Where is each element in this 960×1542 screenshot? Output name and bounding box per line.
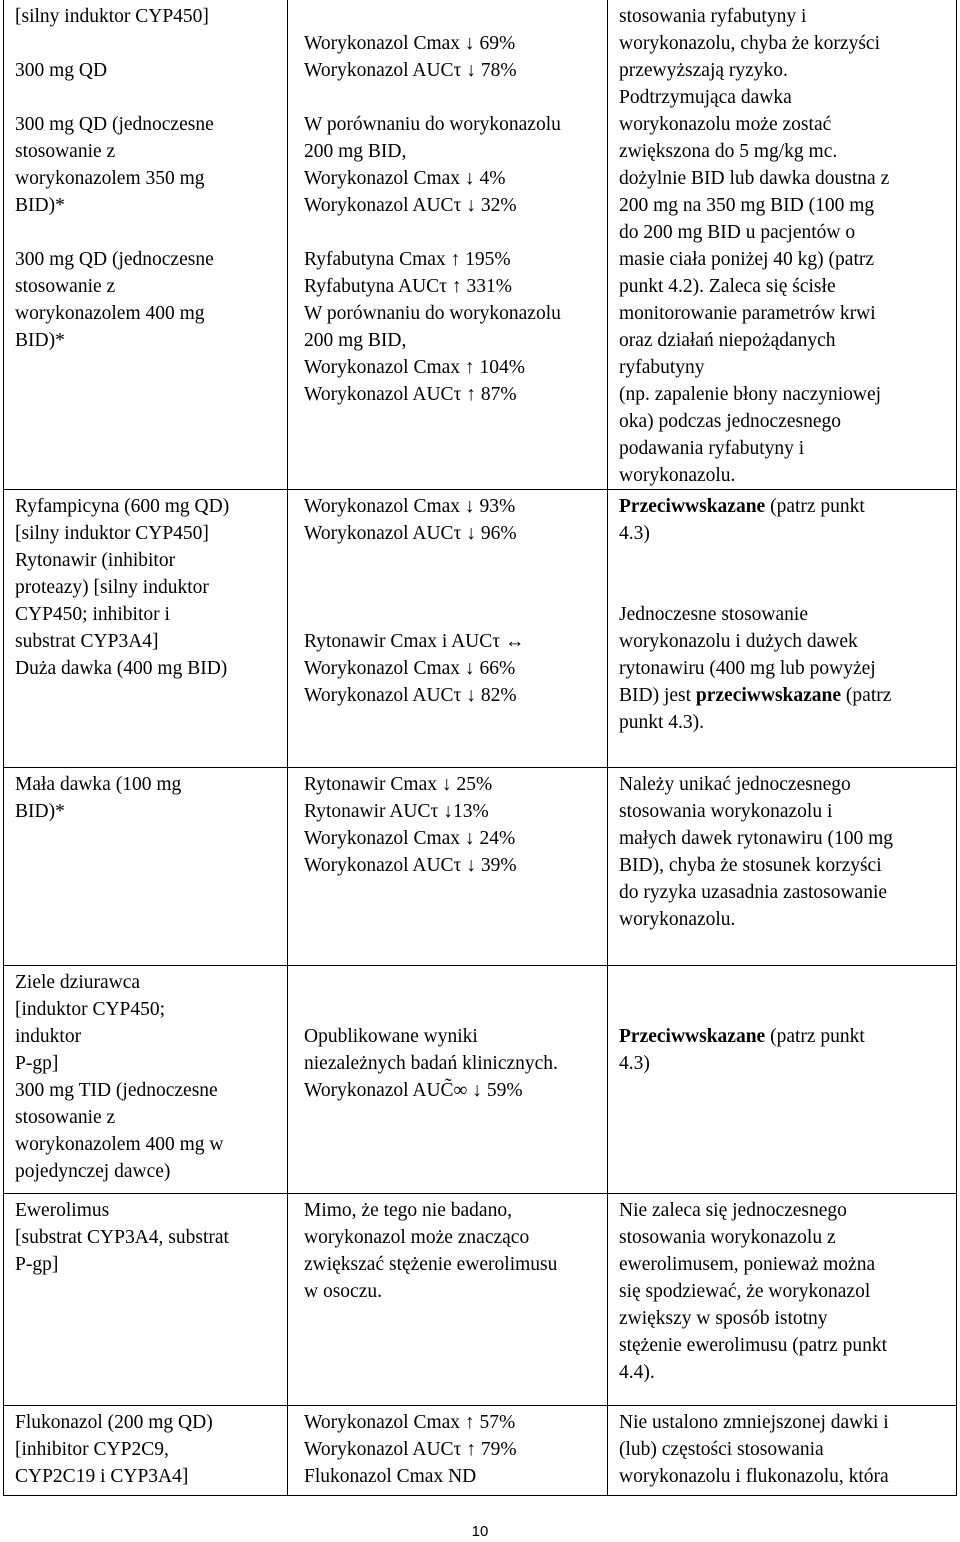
- recommendation-line: ewerolimusem, ponieważ można: [619, 1254, 876, 1275]
- recommendation-line: worykonazolu.: [619, 465, 736, 486]
- effect-line: 200 mg BID,: [304, 141, 407, 162]
- recommendation-line: 4.3): [619, 523, 650, 544]
- contraindicated-label: Przeciwwskazane: [619, 1026, 766, 1047]
- agent-line: stosowanie z: [15, 141, 116, 162]
- agent-line: stosowanie z: [15, 1107, 116, 1128]
- agent-line: worykonazolem 400 mg: [15, 303, 205, 324]
- recommendation-line: worykonazolu może zostać: [619, 114, 832, 135]
- agent-line: worykonazolem 350 mg: [15, 168, 205, 189]
- agent-cell: [4, 966, 288, 1194]
- recommendation-line: monitorowanie parametrów krwi: [619, 303, 876, 324]
- agent-line: 300 mg TID (jednoczesne: [15, 1080, 218, 1101]
- agent-line: induktor: [15, 1026, 82, 1047]
- recommendation-line: Nie zaleca się jednoczesnego: [619, 1200, 847, 1221]
- recommendation-line: stosowania worykonazolu z: [619, 1227, 836, 1248]
- agent-line: CYP2C19 i CYP3A4]: [15, 1466, 189, 1487]
- effect-line: Opublikowane wyniki: [304, 1026, 478, 1047]
- agent-line: [inhibitor CYP2C9,: [15, 1439, 169, 1460]
- agent-line: P-gp]: [15, 1053, 59, 1074]
- effect-line: Worykonazol AUCτ ↓ 96%: [304, 523, 517, 544]
- recommendation-line: punkt 4.3).: [619, 712, 705, 733]
- recommendation-line: przewyższają ryzyko.: [619, 60, 788, 81]
- effect-cell: [288, 1406, 608, 1496]
- recommendation-line: punkt 4.2). Zaleca się ścisłe: [619, 276, 836, 297]
- contraindicated-label: Przeciwwskazane: [619, 496, 766, 517]
- effect-line: Worykonazol Cmax ↑ 104%: [304, 357, 526, 378]
- recommendation-cell: [608, 966, 957, 1194]
- effect-cell: [288, 966, 608, 1194]
- effect-line: Ryfabutyna AUCτ ↑ 331%: [304, 276, 512, 297]
- recommendation-line: 4.3): [619, 1053, 650, 1074]
- contraindicated-line: Przeciwwskazane (patrz punkt: [619, 1026, 865, 1047]
- effect-cell: [288, 0, 608, 490]
- recommendation-line: 4.4).: [619, 1362, 655, 1383]
- effect-line: Worykonazol Cmax ↓ 93%: [304, 496, 516, 517]
- table-row: [4, 1406, 957, 1496]
- effect-line: Worykonazol AUCτ ↓ 39%: [304, 855, 517, 876]
- drug-interaction-table: [3, 0, 957, 1496]
- effect-line: worykonazol może znacząco: [304, 1227, 530, 1248]
- effect-line: 200 mg BID,: [304, 330, 407, 351]
- agent-line: stosowanie z: [15, 276, 116, 297]
- recommendation-cell: [608, 768, 957, 966]
- recommendation-line: rytonawiru (400 mg lub powyżej: [619, 658, 876, 679]
- agent-line: 300 mg QD: [15, 60, 108, 81]
- table-row: [4, 1194, 957, 1406]
- recommendation-line: BID), chyba że stosunek korzyści: [619, 855, 882, 876]
- agent-line: BID)*: [15, 195, 65, 216]
- agent-cell: [4, 1406, 288, 1496]
- recommendation-line: do 200 mg BID u pacjentów o: [619, 222, 856, 243]
- agent-line: 300 mg QD (jednoczesne: [15, 114, 214, 135]
- agent-line: [silny induktor CYP450]: [15, 523, 209, 544]
- table-row: [4, 0, 957, 490]
- recommendation-line: do ryzyka uzasadnia zastosowanie: [619, 882, 888, 903]
- agent-cell: [4, 0, 288, 490]
- effect-line: Worykonazol Cmax ↑ 57%: [304, 1412, 516, 1433]
- table-row: [4, 966, 957, 1194]
- effect-cell: [288, 490, 608, 768]
- agent-line: [substrat CYP3A4, substrat: [15, 1227, 229, 1248]
- recommendation-line: zwiększy w sposób istotny: [619, 1308, 828, 1329]
- effect-line: w osoczu.: [304, 1281, 382, 1302]
- effect-line: Worykonazol AUCτ ↓ 82%: [304, 685, 517, 706]
- agent-line: CYP450; inhibitor i: [15, 604, 170, 625]
- agent-cell: [4, 1194, 288, 1406]
- effect-line: W porównaniu do worykonazolu: [304, 114, 561, 135]
- contraindicated-label: przeciwwskazane: [695, 685, 842, 706]
- recommendation-line: Nie ustalono zmniejszonej dawki i: [619, 1412, 889, 1433]
- recommendation-line: małych dawek rytonawiru (100 mg: [619, 828, 894, 849]
- recommendation-line: oraz działań niepożądanych: [619, 330, 836, 351]
- effect-line: Worykonazol Cmax ↓ 4%: [304, 168, 506, 189]
- recommendation-cell: [608, 490, 957, 768]
- table-row: [4, 768, 957, 966]
- recommendation-line: Podtrzymująca dawka: [619, 87, 792, 108]
- effect-line: Rytonawir Cmax i AUCτ ↔: [304, 631, 525, 652]
- recommendation-line: podawania ryfabutyny i: [619, 438, 805, 459]
- agent-line: pojedynczej dawce): [15, 1161, 171, 1182]
- agent-line: BID)*: [15, 330, 65, 351]
- recommendation-line: Należy unikać jednoczesnego: [619, 774, 851, 795]
- recommendation-line: Jednoczesne stosowanie: [619, 604, 808, 625]
- agent-cell: [4, 490, 288, 768]
- recommendation-line: (lub) częstości stosowania: [619, 1439, 824, 1460]
- recommendation-line: worykonazolu i flukonazolu, która: [619, 1466, 889, 1487]
- recommendation-line: 200 mg na 350 mg BID (100 mg: [619, 195, 875, 216]
- agent-line: substrat CYP3A4]: [15, 631, 159, 652]
- recommendation-line: się spodziewać, że worykonazol: [619, 1281, 871, 1302]
- table-row: [4, 490, 957, 768]
- effect-line: Flukonazol Cmax ND: [304, 1466, 477, 1487]
- recommendation-line: stosowania ryfabutyny i: [619, 6, 807, 27]
- agent-line: Rytonawir (inhibitor: [15, 550, 176, 571]
- effect-line: Worykonazol Cmax ↓ 24%: [304, 828, 516, 849]
- effect-line: Worykonazol AUC̃∞ ↓ 59%: [304, 1080, 523, 1101]
- recommendation-line: worykonazolu.: [619, 909, 736, 930]
- recommendation-line: stężenie ewerolimusu (patrz punkt: [619, 1335, 888, 1356]
- recommendation-line: worykonazolu, chyba że korzyści: [619, 33, 880, 54]
- effect-line: Mimo, że tego nie badano,: [304, 1200, 512, 1221]
- agent-line: Ziele dziurawca: [15, 972, 141, 993]
- recommendation-line: BID) jest przeciwwskazane (patrz: [619, 685, 892, 706]
- agent-line: [induktor CYP450;: [15, 999, 166, 1020]
- agent-line: BID)*: [15, 801, 65, 822]
- recommendation-cell: [608, 1194, 957, 1406]
- agent-line: P-gp]: [15, 1254, 59, 1275]
- effect-line: niezależnych badań klinicznych.: [304, 1053, 558, 1074]
- effect-cell: [288, 768, 608, 966]
- effect-line: Rytonawir Cmax ↓ 25%: [304, 774, 493, 795]
- agent-line: Ewerolimus: [15, 1200, 110, 1221]
- recommendation-line: ryfabutyny: [619, 357, 705, 378]
- recommendation-line: oka) podczas jednoczesnego: [619, 411, 841, 432]
- agent-line: Flukonazol (200 mg QD): [15, 1412, 213, 1433]
- recommendation-line: stosowania worykonazolu i: [619, 801, 833, 822]
- effect-cell: [288, 1194, 608, 1406]
- effect-line: Rytonawir AUCτ ↓13%: [304, 801, 489, 822]
- agent-line: Mała dawka (100 mg: [15, 774, 182, 795]
- effect-line: Worykonazol Cmax ↓ 66%: [304, 658, 516, 679]
- effect-line: Worykonazol AUCτ ↑ 79%: [304, 1439, 517, 1460]
- agent-line: Duża dawka (400 mg BID): [15, 658, 228, 679]
- contraindicated-line: Przeciwwskazane (patrz punkt: [619, 496, 865, 517]
- recommendation-line: worykonazolu i dużych dawek: [619, 631, 858, 652]
- effect-line: W porównaniu do worykonazolu: [304, 303, 561, 324]
- agent-cell: [4, 768, 288, 966]
- effect-line: Ryfabutyna Cmax ↑ 195%: [304, 249, 511, 270]
- agent-line: proteazy) [silny induktor: [15, 577, 209, 598]
- page-number: 10: [471, 1523, 489, 1540]
- effect-line: Worykonazol Cmax ↓ 69%: [304, 33, 516, 54]
- effect-line: zwiększać stężenie ewerolimusu: [304, 1254, 558, 1275]
- agent-line: [silny induktor CYP450]: [15, 6, 209, 27]
- agent-line: 300 mg QD (jednoczesne: [15, 249, 214, 270]
- recommendation-cell: [608, 0, 957, 490]
- recommendation-line: masie ciała poniżej 40 kg) (patrz: [619, 249, 875, 270]
- recommendation-cell: [608, 1406, 957, 1496]
- recommendation-line: zwiększona do 5 mg/kg mc.: [619, 141, 838, 162]
- effect-line: Worykonazol AUCτ ↓ 78%: [304, 60, 517, 81]
- agent-line: Ryfampicyna (600 mg QD): [15, 496, 230, 517]
- agent-line: worykonazolem 400 mg w: [15, 1134, 224, 1155]
- recommendation-line: dożylnie BID lub dawka doustna z: [619, 168, 890, 189]
- effect-line: Worykonazol AUCτ ↓ 32%: [304, 195, 517, 216]
- effect-line: Worykonazol AUCτ ↑ 87%: [304, 384, 517, 405]
- recommendation-line: (np. zapalenie błony naczyniowej: [619, 384, 882, 405]
